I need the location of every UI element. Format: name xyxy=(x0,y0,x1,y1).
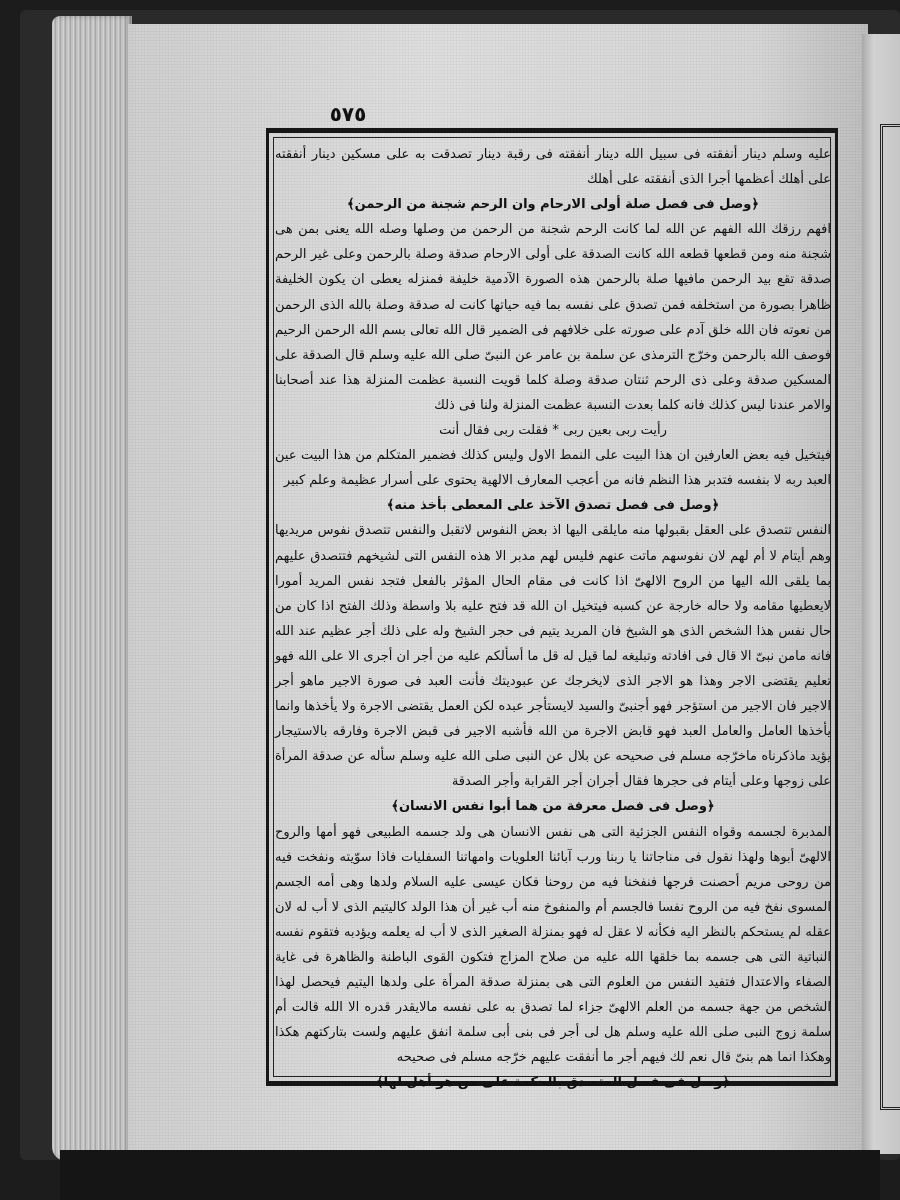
paragraph: فيتخيل فيه بعض العارفين ان هذا البيت على النمط الاول وليس كذلك فضمير المتكلم من هذا البيت عين العبد ربه لا بنفسه فتدبر هذا النظم فانه من أعجب المعارف الالهية يحتوى على أسرار عظيمة وعلم كبير xyxy=(275,448,831,489)
paragraph: افهم رزقك الله الفهم عن الله لما كانت الرحم شجنة من الرحمن من وصلها وصله الله يعنى بمن هى شجنة منه ومن قطعها قطعه الله كانت الصدقة على أولى الارحام صدقة وصلة بالرحمن وعلى غير الرحم صدقة تقع بيد الرحمن مافيها صلة بالرحمن هذه الصورة الآدمية خليفة فمنزله يعطى ان يكون الخليفة ظاهرا بصورة من استخلفه فمن تصدق على نفسه بما فيه حياتها كانت له صدقة وصلة بالله الذى الرحمن من نعوته فان الله خلق آدم على صورته على خلافهم فى الضمير قال الله تعالى بسم الله الرحمن الرحيم فوصف الله بالرحمن وخرّج الترمذى عن سلمة بن عامر عن النبىّ صلى الله عليه وسلم قال الصدقة على المسكين صدقة وعلى ذى الرحم ثنتان صدقة وصلة كلما قويت النسبة عظمت المنزلة هذا عند أصحابنا والامر عندنا ليس كذلك فانه كلما بعدت النسبة عظمت المنزلة ولنا فى ذلك xyxy=(275,222,831,413)
verse-line: رأيت ربى بعين ربى * فقلت ربى فقال أنت xyxy=(439,423,667,439)
section-heading: ﴿وصل فى فصل تصدق الآخذ على المعطى بأخذ منه﴾ xyxy=(386,498,720,514)
page-edges-stack xyxy=(52,16,132,1161)
page-text-body xyxy=(275,142,831,1096)
section-heading: ﴿وصل فى فصل معرفة من هما أبوا نفس الانسان﴾ xyxy=(391,799,715,815)
section-heading: ﴿وصل فى فصل صلة أولى الارحام وان الرحم شجنة من الرحمن﴾ xyxy=(347,197,759,213)
page-number: ٥٧٥ xyxy=(329,102,367,126)
facing-page-edge xyxy=(862,34,900,1154)
paragraph: المدبرة لجسمه وقواه النفس الجزئية التى هى نفس الانسان هى ولد جسمه الطبيعى فهو أمها والروح الالهىّ أبوها ولهذا نقول فى مناجاتنا يا ربنا ورب آبائنا العلويات وامهاتنا السفليات فاذا سوّيته ونفخت فيه من روحى مريم أحصنت فرجها فنفخنا فيه من روحنا فكان عيسى عليه السلام ولدها وهى أمه الجسم المسوى نفخ فيه من الروح نفسا فالجسم أم والمنفوخ منه أب غير أن هذا الولد كاليتيم الذى لا أب له لان عقله لم يستحكم بالنظر اليه فكأنه لا عقل له فهو بمنزلة الصغير الذى لا أب له يعلمه ويؤدبه فتقوم نفسه النباتية التى هى جسمه بما خلقها الله عليه من صلاح المزاج فتكون القوى الباطنة والظاهرة فى غاية الصفاء والاعتدال فتفيد النفس من العلوم التى هى بمنزلة صدقة المرأة على ولدها اليتيم فيحصل لهذا الشخص من جهة جسمه من العلم الالهىّ جزاء لما تصدق به على نفسه مالايقدر قدره الا الله قالت أم سلمة زوج النبى صلى الله عليه وسلم هل لى أجر فى بنى أبى سلمة انفق عليهم ولست بتاركتهم هكذا وهكذا انما هم بنىّ قال نعم لك فيهم أجر ما أنفقت عليهم خرّجه مسلم فى صحيحه xyxy=(275,824,831,1066)
book-bottom-shadow xyxy=(60,1150,880,1200)
facing-page-frame xyxy=(880,124,900,1110)
paragraph: النفس تتصدق على العقل بقبولها منه مايلقى اليها اذ بعض النفوس لاتقبل والنفس تتصدق نفوس مريديها وهم أيتام لا أم لهم لان نفوسهم ماتت عنهم فليس لهم مدبر الا هذه النفس التى لشيخهم فتتصدق عليهم بما يلقى الله اليها من الروح الالهىّ اذا كانت فى مقام الحال المؤثر بالفعل فتجد نفس المريد أمورا لايعطيها مقامه ولا حاله خارجة عن كسبه فيتخيل ان الله قد فتح عليه بلا واسطة وذلك الفتح اذا كان من حال نفس هذا الشخص الذى هو الشيخ فان المريد يتيم فى حجر الشيخ وله على ذلك أجر عظيم عند الله فانه مامن نبىّ الا قال فى افادته وتبليغه لما قيل له قل ما أسألكم عليه من أجر ان أجرى الا على الله فهو تعليم يقتضى الاجر وهذا هو الاجر الذى لايخرجك عن عبوديتك فأنت العبد فى صورة الاجير ماهو أجر الاجير فان الاجير من استؤجر فهو أجنبىّ والسيد لايستأجر عبده لكن العمل يقتضى الاجرة ولا يأخذها وانما يأخذها العامل والعامل العبد فهو قابض الاجرة من الله فأشبه الاجير فى قبض الاجرة وفارقه بالاستيجار يؤيد ماذكرناه ماخرّجه مسلم فى صحيحه عن بلال عن النبى صلى الله عليه وسلم سأله عن صدقة المرأة على زوجها وعلى أيتام فى حجرها فقال أجران أجر القرابة وأجر الصدقة xyxy=(275,523,831,790)
paragraph: عليه وسلم دينار أنفقته فى سبيل الله دينار أنفقته فى رقبة دينار تصدقت به على مسكين دينار أنفقته على أهلك أعظمها أجرا الذى أنفقته على أهلك xyxy=(275,147,831,188)
section-heading: ﴿وصل فى فصل المتصدق بالحكمة على من هو أهل لها﴾ xyxy=(376,1075,730,1091)
